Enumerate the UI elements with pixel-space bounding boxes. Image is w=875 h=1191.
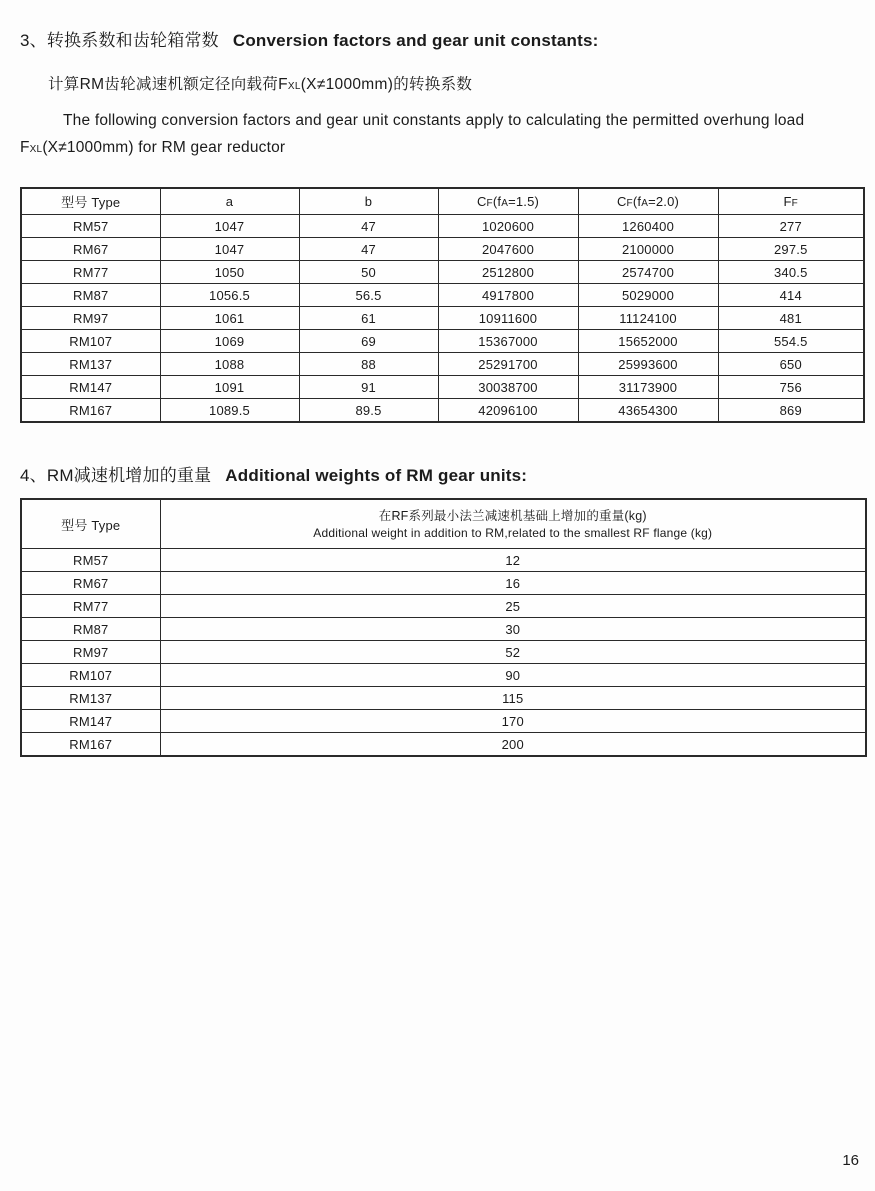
- table-cell: 15652000: [578, 330, 718, 353]
- table-row: [21, 215, 864, 238]
- table-cell: RM77: [21, 595, 160, 618]
- table-cell: 2574700: [578, 261, 718, 284]
- table-cell: 414: [718, 284, 864, 307]
- table-cell: RM147: [21, 710, 160, 733]
- table-cell: 277: [718, 215, 864, 238]
- table-cell: 61: [299, 307, 438, 330]
- section3-paragraph-en: [20, 107, 862, 161]
- table-cell: 10911600: [438, 307, 578, 330]
- table-row: [21, 549, 866, 572]
- table-cell: 11124100: [578, 307, 718, 330]
- table-row: [21, 687, 866, 710]
- table2-header-weight-en: Additional weight in addition to RM,related to the smallest RF flange (kg): [313, 525, 713, 540]
- table1-header-type: 型号 Type: [21, 188, 160, 215]
- table-cell: RM77: [21, 261, 160, 284]
- table-cell: 25291700: [438, 353, 578, 376]
- cf15-a-sub: A: [501, 198, 509, 209]
- table-cell: 30: [160, 618, 866, 641]
- cf15-value: =1.5): [508, 194, 540, 209]
- cf15-c: C: [476, 194, 487, 209]
- table-cell: 25: [160, 595, 866, 618]
- table-cell: 30038700: [438, 376, 578, 399]
- table-cell: 170: [160, 710, 866, 733]
- table-cell: 1088: [160, 353, 299, 376]
- table-cell: RM87: [21, 284, 160, 307]
- table-cell: 69: [299, 330, 438, 353]
- table-cell: 554.5: [718, 330, 864, 353]
- para-en-line2-rest: (X≠1000mm) for RM gear reductor: [42, 139, 286, 156]
- table2-body: [21, 549, 866, 757]
- table-cell: 1047: [160, 215, 299, 238]
- table-cell: 43654300: [578, 399, 718, 423]
- para-zh-subscript: XL: [287, 81, 301, 92]
- section4-title-en: Additional weights of RM gear units:: [225, 466, 528, 485]
- table1-header-a: a: [160, 188, 299, 215]
- cf20-paren: (f: [632, 194, 642, 209]
- table-cell: 5029000: [578, 284, 718, 307]
- table-cell: 1091: [160, 376, 299, 399]
- table-cell: RM137: [21, 687, 160, 710]
- table-header-row: [21, 499, 866, 549]
- table-cell: 42096100: [438, 399, 578, 423]
- table-cell: 1047: [160, 238, 299, 261]
- table2-header-type: 型号 Type: [21, 499, 160, 549]
- cf15-f-sub: F: [486, 198, 493, 209]
- table-row: [21, 330, 864, 353]
- para-en-f: F: [20, 139, 30, 156]
- table-cell: 50: [299, 261, 438, 284]
- table-cell: 56.5: [299, 284, 438, 307]
- cf20-c: C: [616, 194, 627, 209]
- table-cell: RM167: [21, 399, 160, 423]
- table2-header: [21, 499, 866, 549]
- cf15-paren: (f: [492, 194, 502, 209]
- table-cell: 1056.5: [160, 284, 299, 307]
- table-cell: 15367000: [438, 330, 578, 353]
- table-row: [21, 572, 866, 595]
- para-en-line1: The following conversion factors and gear unit constants apply to calculating the permitted overhung load: [63, 112, 805, 129]
- table-cell: RM107: [21, 330, 160, 353]
- table-header-row: [21, 188, 864, 215]
- table-cell: 1020600: [438, 215, 578, 238]
- table-cell: 1260400: [578, 215, 718, 238]
- table-cell: 12: [160, 549, 866, 572]
- para-zh-text-tail: (X≠1000mm)的转换系数: [300, 76, 473, 93]
- table1-body: [21, 215, 864, 423]
- page-number: 16: [842, 1152, 859, 1169]
- table-row: [21, 353, 864, 376]
- table-cell: 1050: [160, 261, 299, 284]
- section3-title-en: Conversion factors and gear unit constants:: [232, 31, 599, 50]
- table-row: [21, 261, 864, 284]
- table-cell: 31173900: [578, 376, 718, 399]
- table-cell: RM67: [21, 572, 160, 595]
- table-cell: RM97: [21, 307, 160, 330]
- para-en-f-subscript: XL: [29, 144, 43, 155]
- section4-title-zh: 4、RM减速机增加的重量: [20, 466, 212, 485]
- additional-weights-table: [20, 498, 867, 757]
- table-cell: 1061: [160, 307, 299, 330]
- table-cell: RM167: [21, 733, 160, 757]
- table2-header-weight: [160, 499, 866, 549]
- table-cell: 88: [299, 353, 438, 376]
- table-cell: 481: [718, 307, 864, 330]
- table-cell: 340.5: [718, 261, 864, 284]
- table-cell: 52: [160, 641, 866, 664]
- section4-title: [20, 461, 862, 486]
- table1-header-ff: [718, 188, 864, 215]
- table-cell: 16: [160, 572, 866, 595]
- table-cell: 2100000: [578, 238, 718, 261]
- table-cell: 115: [160, 687, 866, 710]
- table-cell: 90: [160, 664, 866, 687]
- conversion-factors-table: [20, 187, 865, 423]
- table-cell: 650: [718, 353, 864, 376]
- table-cell: 4917800: [438, 284, 578, 307]
- table-row: [21, 710, 866, 733]
- table-cell: 91: [299, 376, 438, 399]
- section3-title: [20, 26, 862, 51]
- table2-header-weight-zh: 在RF系列最小法兰减速机基础上增加的重量(kg): [378, 508, 647, 523]
- table-cell: 2512800: [438, 261, 578, 284]
- table1-header-b: b: [299, 188, 438, 215]
- table-row: [21, 307, 864, 330]
- table-cell: 1069: [160, 330, 299, 353]
- table-row: [21, 664, 866, 687]
- table-cell: 756: [718, 376, 864, 399]
- para-zh-text: 计算RM齿轮减速机额定径向载荷F: [48, 76, 288, 93]
- table-row: [21, 595, 866, 618]
- table-row: [21, 399, 864, 423]
- table1-header-cf20: [578, 188, 718, 215]
- table-cell: RM107: [21, 664, 160, 687]
- table-row: [21, 618, 866, 641]
- table-row: [21, 641, 866, 664]
- table-row: [21, 376, 864, 399]
- cf20-f-sub: F: [626, 198, 633, 209]
- table-cell: RM137: [21, 353, 160, 376]
- ff-f: F: [783, 194, 792, 209]
- cf20-a-sub: A: [641, 198, 649, 209]
- table-cell: RM57: [21, 215, 160, 238]
- table-cell: RM67: [21, 238, 160, 261]
- table1-header: [21, 188, 864, 215]
- table-row: [21, 733, 866, 757]
- table-cell: 89.5: [299, 399, 438, 423]
- table-cell: 297.5: [718, 238, 864, 261]
- table-cell: RM57: [21, 549, 160, 572]
- table-cell: 869: [718, 399, 864, 423]
- para-en-line2: [20, 134, 862, 161]
- section3-paragraph-zh: [48, 72, 862, 94]
- cf20-value: =2.0): [648, 194, 680, 209]
- ff-f-sub: F: [791, 198, 798, 209]
- table-row: [21, 284, 864, 307]
- table-cell: RM87: [21, 618, 160, 641]
- table1-header-cf15: [438, 188, 578, 215]
- table-cell: RM147: [21, 376, 160, 399]
- table-cell: RM97: [21, 641, 160, 664]
- table-cell: 2047600: [438, 238, 578, 261]
- section3-title-zh: 3、转换系数和齿轮箱常数: [20, 31, 219, 50]
- table-cell: 25993600: [578, 353, 718, 376]
- table-cell: 1089.5: [160, 399, 299, 423]
- table-cell: 47: [299, 238, 438, 261]
- table-cell: 200: [160, 733, 866, 757]
- table-row: [21, 238, 864, 261]
- table-cell: 47: [299, 215, 438, 238]
